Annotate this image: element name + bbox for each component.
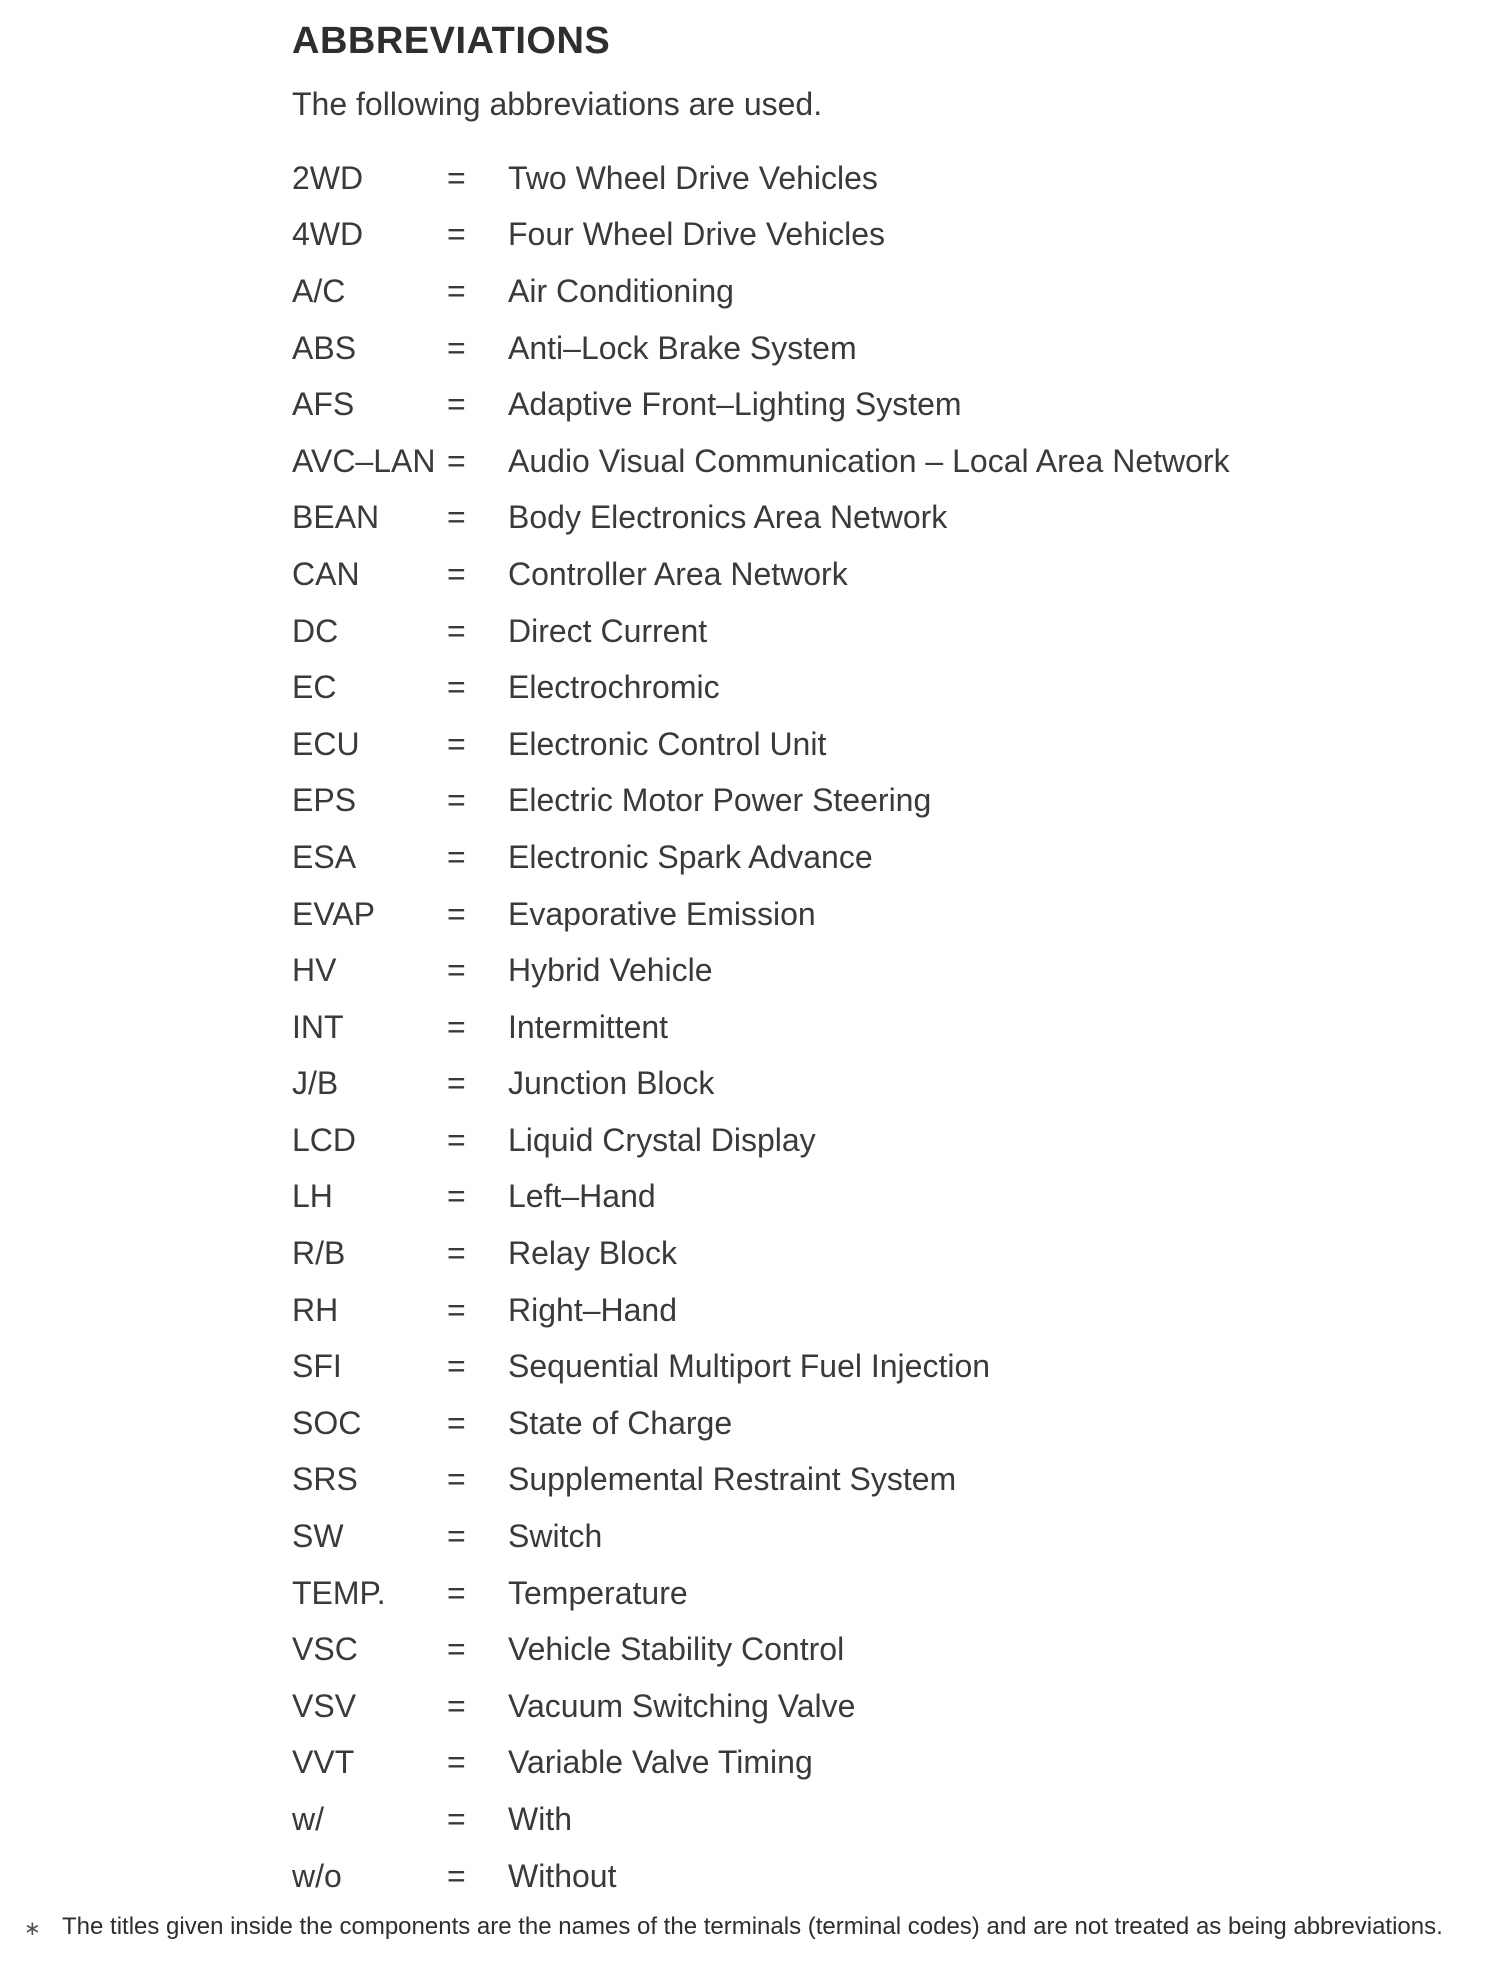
- abbreviation-definition: Temperature: [508, 1574, 688, 1611]
- equals-sign: =: [447, 1291, 466, 1328]
- abbreviation-row: [292, 150, 1442, 207]
- abbreviation-definition: Two Wheel Drive Vehicles: [508, 159, 878, 196]
- abbreviation-definition: Left–Hand: [508, 1178, 656, 1215]
- abbreviation-definition: Right–Hand: [508, 1291, 677, 1328]
- abbreviation-row: [292, 1395, 1442, 1452]
- abbreviation-term: SFI: [292, 1348, 342, 1385]
- equals-sign: =: [447, 1348, 466, 1385]
- asterisk-icon: ∗: [24, 1918, 41, 1940]
- abbreviation-term: DC: [292, 612, 339, 649]
- equals-sign: =: [447, 1121, 466, 1158]
- abbreviation-term: EPS: [292, 782, 357, 819]
- abbreviation-row: [292, 1621, 1442, 1678]
- equals-sign: =: [447, 216, 466, 253]
- footnote-text: The titles given inside the components are the names of the terminals (terminal codes) and are not treated as being abbreviations.: [62, 1913, 1443, 1940]
- equals-sign: =: [447, 1235, 466, 1272]
- abbreviation-definition: Hybrid Vehicle: [508, 952, 713, 989]
- abbreviation-term: 4WD: [292, 216, 364, 253]
- abbreviation-term: LCD: [292, 1121, 357, 1158]
- abbreviation-definition: Switch: [508, 1518, 603, 1555]
- abbreviation-definition: Body Electronics Area Network: [508, 499, 948, 536]
- equals-sign: =: [447, 895, 466, 932]
- abbreviation-row: [292, 546, 1442, 603]
- abbreviation-row: [292, 1735, 1442, 1792]
- abbreviation-definition: Anti–Lock Brake System: [508, 329, 857, 366]
- abbreviation-term: LH: [292, 1178, 333, 1215]
- abbreviation-row: [292, 490, 1442, 547]
- abbreviation-row: [292, 659, 1442, 716]
- equals-sign: =: [447, 838, 466, 875]
- abbreviation-row: [292, 603, 1442, 660]
- abbreviation-term: AFS: [292, 386, 355, 423]
- abbreviation-row: [292, 1338, 1442, 1395]
- abbreviation-term: TEMP.: [292, 1574, 386, 1611]
- equals-sign: =: [447, 1687, 466, 1724]
- equals-sign: =: [447, 1008, 466, 1045]
- abbreviation-definition: Liquid Crystal Display: [508, 1121, 816, 1158]
- abbreviation-row: [292, 1282, 1442, 1339]
- abbreviation-row: [292, 1452, 1442, 1509]
- abbreviation-term: R/B: [292, 1235, 346, 1272]
- abbreviation-term: SOC: [292, 1404, 362, 1441]
- equals-sign: =: [447, 1518, 466, 1555]
- equals-sign: =: [447, 669, 466, 706]
- abbreviation-term: INT: [292, 1008, 344, 1045]
- equals-sign: =: [447, 1461, 466, 1498]
- equals-sign: =: [447, 159, 466, 196]
- abbreviation-row: [292, 1678, 1442, 1735]
- abbreviation-term: VVT: [292, 1744, 355, 1781]
- abbreviation-row: [292, 320, 1442, 377]
- abbreviation-row: [292, 1848, 1442, 1905]
- abbreviation-definition: Evaporative Emission: [508, 895, 816, 932]
- abbreviation-term: ESA: [292, 838, 357, 875]
- abbreviation-definition: Air Conditioning: [508, 272, 734, 309]
- abbreviation-definition: Electronic Spark Advance: [508, 838, 873, 875]
- abbreviation-list: [292, 150, 1442, 1904]
- abbreviation-term: VSC: [292, 1631, 358, 1668]
- equals-sign: =: [447, 1631, 466, 1668]
- abbreviation-row: [292, 376, 1442, 433]
- abbreviation-row: [292, 207, 1442, 264]
- abbreviation-definition: With: [508, 1801, 572, 1838]
- abbreviation-term: ECU: [292, 725, 360, 762]
- abbreviation-term: J/B: [292, 1065, 339, 1102]
- equals-sign: =: [447, 1404, 466, 1441]
- abbreviation-term: VSV: [292, 1687, 357, 1724]
- equals-sign: =: [447, 442, 466, 479]
- abbreviation-definition: Electronic Control Unit: [508, 725, 827, 762]
- abbreviation-row: [292, 942, 1442, 999]
- abbreviation-row: [292, 1508, 1442, 1565]
- abbreviation-row: [292, 1112, 1442, 1169]
- abbreviation-row: [292, 716, 1442, 773]
- abbreviation-row: [292, 433, 1442, 490]
- abbreviation-term: RH: [292, 1291, 339, 1328]
- abbreviation-term: w/o: [292, 1857, 342, 1894]
- abbreviation-definition: Vacuum Switching Valve: [508, 1687, 856, 1724]
- abbreviation-row: [292, 263, 1442, 320]
- abbreviation-definition: Supplemental Restraint System: [508, 1461, 957, 1498]
- abbreviation-term: HV: [292, 952, 337, 989]
- abbreviation-definition: Without: [508, 1857, 617, 1894]
- abbreviation-definition: Intermittent: [508, 1008, 669, 1045]
- equals-sign: =: [447, 1801, 466, 1838]
- abbreviation-definition: Electrochromic: [508, 669, 720, 706]
- abbreviation-row: [292, 1565, 1442, 1622]
- equals-sign: =: [447, 329, 466, 366]
- footnote: [24, 1912, 1464, 1944]
- abbreviation-row: [292, 829, 1442, 886]
- abbreviation-definition: Junction Block: [508, 1065, 715, 1102]
- equals-sign: =: [447, 612, 466, 649]
- abbreviation-row: [292, 886, 1442, 943]
- abbreviation-term: EVAP: [292, 895, 375, 932]
- equals-sign: =: [447, 555, 466, 592]
- abbreviation-definition: State of Charge: [508, 1404, 733, 1441]
- abbreviation-row: [292, 1225, 1442, 1282]
- equals-sign: =: [447, 386, 466, 423]
- equals-sign: =: [447, 1574, 466, 1611]
- abbreviation-term: ABS: [292, 329, 357, 366]
- abbreviation-row: [292, 1169, 1442, 1226]
- abbreviation-definition: Direct Current: [508, 612, 708, 649]
- abbreviation-term: SW: [292, 1518, 344, 1555]
- abbreviation-definition: Controller Area Network: [508, 555, 848, 592]
- abbreviation-definition: Audio Visual Communication – Local Area Network: [508, 442, 1230, 479]
- equals-sign: =: [447, 782, 466, 819]
- abbreviation-row: [292, 1791, 1442, 1848]
- abbreviation-term: w/: [292, 1801, 324, 1838]
- equals-sign: =: [447, 1857, 466, 1894]
- abbreviation-row: [292, 999, 1442, 1056]
- abbreviation-definition: Adaptive Front–Lighting System: [508, 386, 962, 423]
- abbreviation-term: 2WD: [292, 159, 364, 196]
- abbreviation-definition: Electric Motor Power Steering: [508, 782, 932, 819]
- abbreviation-term: CAN: [292, 555, 360, 592]
- abbreviation-definition: Relay Block: [508, 1235, 677, 1272]
- equals-sign: =: [447, 272, 466, 309]
- equals-sign: =: [447, 952, 466, 989]
- equals-sign: =: [447, 1744, 466, 1781]
- equals-sign: =: [447, 1065, 466, 1102]
- abbreviation-term: BEAN: [292, 499, 380, 536]
- abbreviation-term: SRS: [292, 1461, 358, 1498]
- equals-sign: =: [447, 499, 466, 536]
- abbreviation-row: [292, 773, 1442, 830]
- abbreviation-term: AVC–LAN: [292, 442, 436, 479]
- abbreviation-term: EC: [292, 669, 337, 706]
- abbreviation-term: A/C: [292, 272, 346, 309]
- abbreviation-definition: Sequential Multiport Fuel Injection: [508, 1348, 991, 1385]
- equals-sign: =: [447, 725, 466, 762]
- abbreviation-row: [292, 1056, 1442, 1113]
- equals-sign: =: [447, 1178, 466, 1215]
- abbreviation-definition: Variable Valve Timing: [508, 1744, 813, 1781]
- abbreviation-definition: Vehicle Stability Control: [508, 1631, 845, 1668]
- page-title: ABBREVIATIONS: [292, 20, 611, 62]
- intro-text: The following abbreviations are used.: [292, 86, 823, 122]
- abbreviation-definition: Four Wheel Drive Vehicles: [508, 216, 886, 253]
